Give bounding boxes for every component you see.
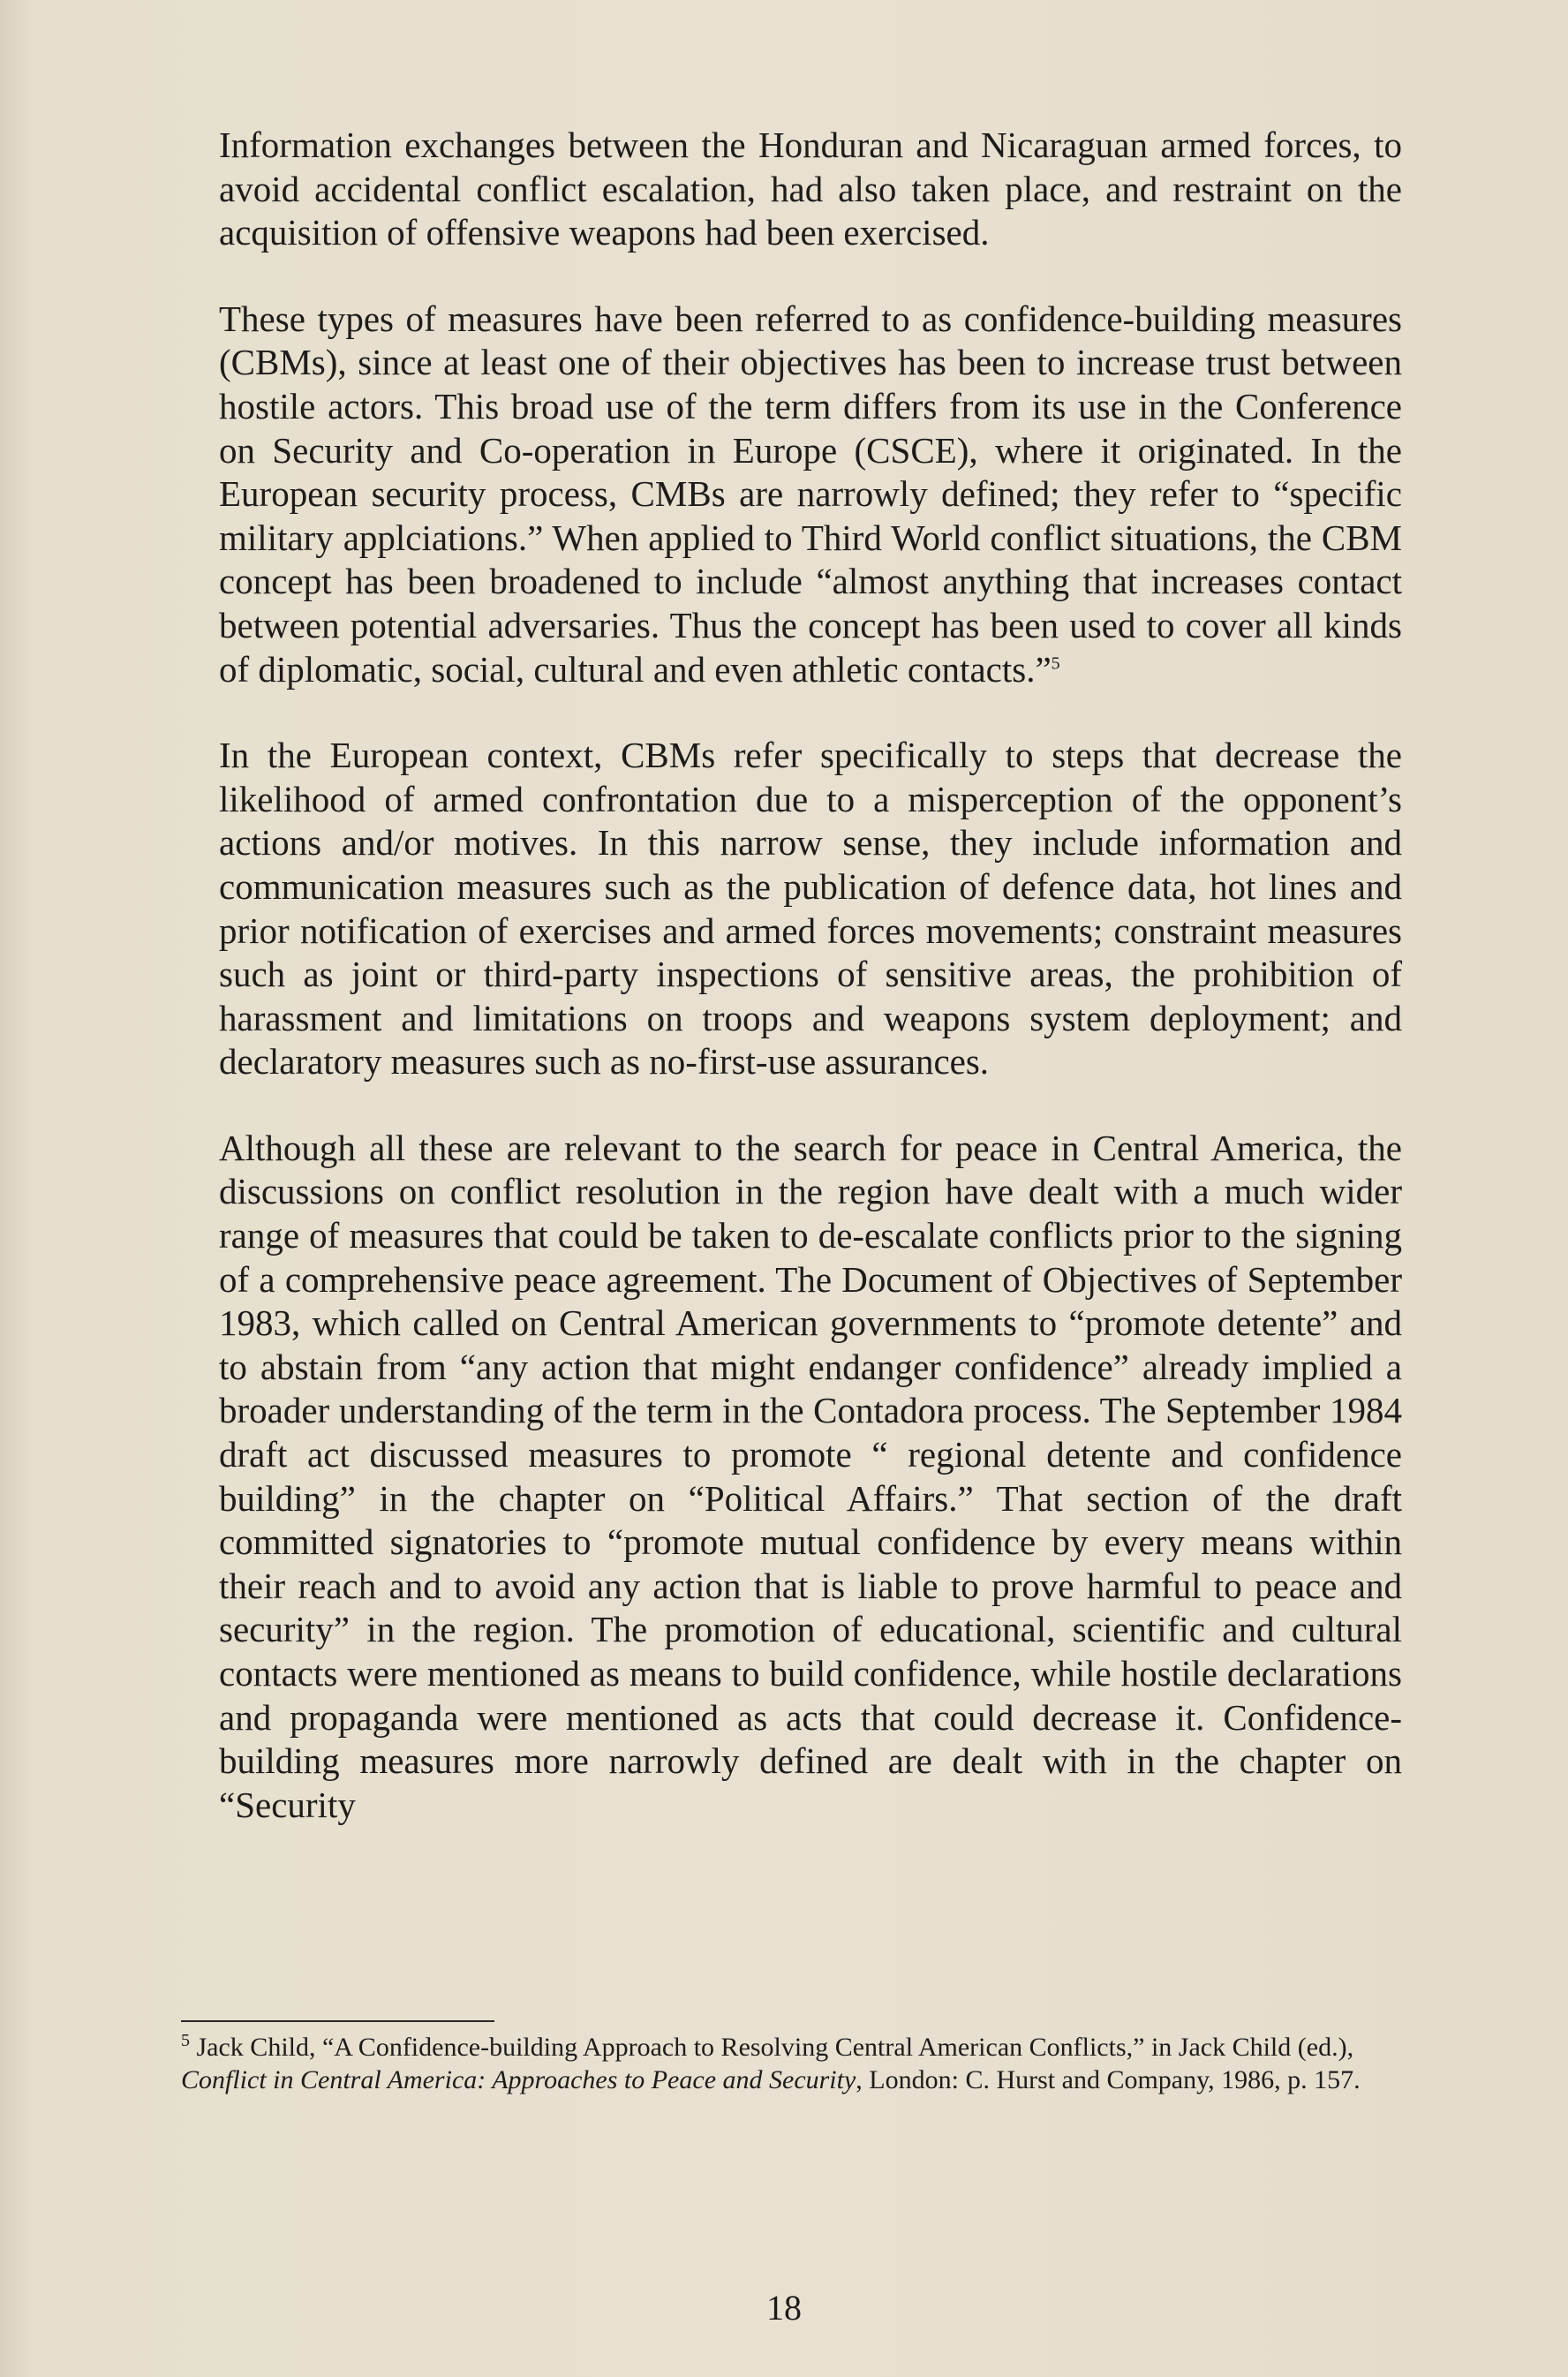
footnote-marker: 5 xyxy=(181,2031,190,2050)
paragraph-3: In the European context, CBMs refer specifically to steps that decrease the likelihood of armed confrontation due to a misperception of the opponent’s actions and/or motives. In this narrow sense, they include information and communication measures such as the publication of defence data, hot lines and prior notification of exercises and armed forces movements; constraint measures such as joint or third-party inspections of sensitive areas, the prohibition of harassment and limitations on troops and weapons system deployment; and declaratory measures such as no-first-use assurances. xyxy=(219,735,1402,1083)
paragraph-2-text: These types of measures have been referred to as confidence-building measures (CBMs), since at least one of their objectives has been to increase trust between hostile actors. This broad use of the term differs from its use in the Conference on Security and Co-operation in Europe (CSCE), where it originated. In the European security process, CMBs are narrowly defined; they refer to “specific military applciations.” When applied to Third World conflict situations, the CBM concept has been broadened to include “almost anything that increases contact between potential adversaries. Thus the concept has been used to cover all kinds of diplomatic, social, cultural and even athletic contacts.” xyxy=(219,298,1402,690)
footnote-book-title: Conflict in Central America: Approaches to Peace and Security xyxy=(181,2065,856,2094)
footnote-text-before: Jack Child, “A Confidence-building Approach to Resolving Central American Conflicts,” in Jack Child (ed.), xyxy=(196,2033,1354,2062)
footnote-reference: 5 xyxy=(1051,653,1060,673)
paragraph-1: Information exchanges between the Honduran and Nicaraguan armed forces, to avoid accidental conflict escalation, had also taken place, and restraint on the acquisition of offensive weapons had been exercised. xyxy=(219,125,1402,253)
page-number: 18 xyxy=(766,2288,802,2328)
footnote-text-after: , London: C. Hurst and Company, 1986, p. 157. xyxy=(856,2065,1361,2094)
footnotes xyxy=(181,2031,1399,2096)
footnote-divider xyxy=(181,2020,494,2022)
paragraph-2 xyxy=(219,298,1402,691)
footnote-5 xyxy=(181,2031,1399,2096)
paragraph-4: Although all these are relevant to the search for peace in Central America, the discussions on conflict resolution in the region have dealt with a much wider range of measures that could be taken to de-escalate conflicts prior to the signing of a comprehensive peace agreement. The Document of Objectives of September 1983, which called on Central American governments to “promote detente” and to abstain from “any action that might endanger confidence” already implied a broader understanding of the term in the Contadora process. The September 1984 draft act discussed measures to promote “ regional detente and confidence building” in the chapter on “Political Affairs.” That section of the draft committed signatories to “promote mutual confidence by every means within their reach and to avoid any action that is liable to prove harmful to peace and security” in the region. The promotion of educational, scientific and cultural contacts were mentioned as means to build confidence, while hostile declarations and propaganda were mentioned as acts that could decrease it. Confidence-building measures more narrowly defined are dealt with in the chapter on “Security xyxy=(219,1127,1402,1825)
body-text xyxy=(219,124,1402,1869)
